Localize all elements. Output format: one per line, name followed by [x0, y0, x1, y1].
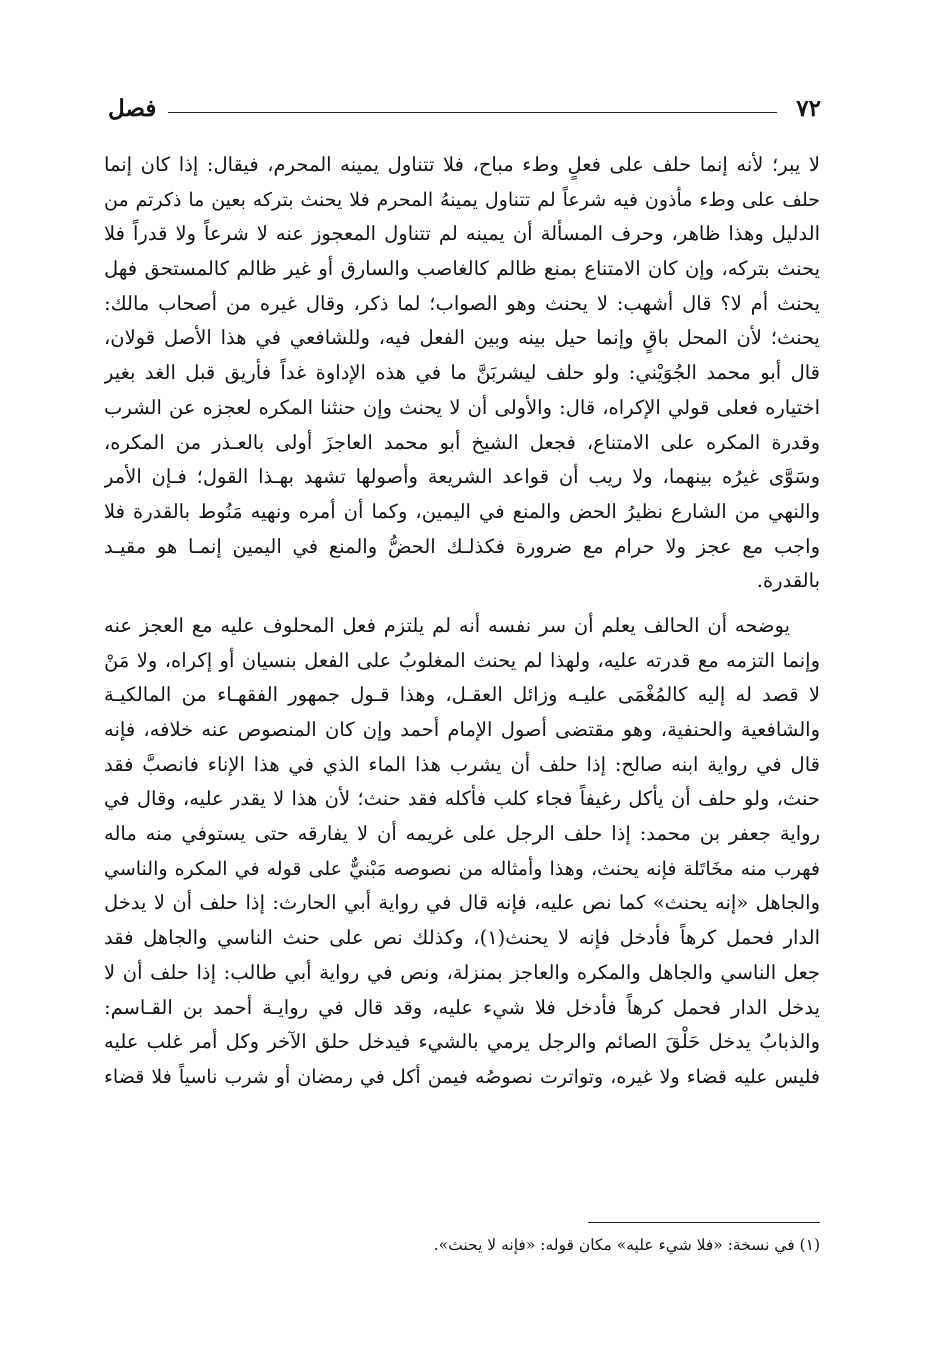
- text-line: قال أبو محمد الجُوَيْني: ولو حلف ليشربَنَّ ما في هذه الإداوة غداً فأريق قبل الغد بغير: [104, 361, 820, 385]
- text-line: واجب مع عجز ولا حرام مع ضرورة فكذلـك الحضُّ والمنع في اليمين إنمـا هو مقيـد: [104, 534, 820, 558]
- text-line: والذبابُ يدخل حَلْقَ الصائم والرجل يرمي بالشيء فيدخل حلق الآخر وكل أمر غلب عليه: [104, 1030, 820, 1054]
- paragraph: [104, 609, 820, 1095]
- running-head: فصل: [108, 95, 157, 122]
- text-line: لا قصد له إليه كالمُغْمَى عليـه وزائل العقـل، وهذا قـول جمهور الفقهـاء من المالكيـة: [104, 683, 820, 707]
- text-line: قال في رواية ابنه صالح: إذا حلف أن يشرب هذا الماء الذي في هذا الإناء فانصبَّ فقد: [104, 752, 820, 776]
- paragraph: [104, 148, 820, 599]
- text-line: والشافعية والحنفية، وهو مقتضى أصول الإمام أحمد وإن كان المنصوص عنه خلافه، فإنه: [104, 718, 820, 741]
- main-text: [104, 148, 820, 1095]
- text-line: حنث، ولو حلف أن يأكل رغيفاً فجاء كلب فأكله فقد حنث؛ لأن هذا لا يقدر عليه، وقال في: [104, 787, 820, 811]
- text-line: وسَوَّى غيرُه بينهما، ولا ريب أن قواعد الشريعة وأصولها تشهد بهـذا القول؛ فـإن الأمر: [104, 465, 820, 489]
- text-line: فليس عليه قضاء ولا غيره، وتواترت نصوصُه فيمن أكل في رمضان أو شرب ناسياً فلا قضاء: [104, 1065, 820, 1088]
- text-line: فهرب منه مخَاتَلة فإنه يحنث، وهذا وأمثاله من نصوصه مَبْنيٌّ على قوله في المكره والناسي: [104, 857, 820, 880]
- text-line: الدار فحمل كرهاً فأدخل فإنه لا يحنث(١)، وكذلك نص على حنث الناسي والجاهل فقد: [104, 926, 820, 950]
- text-line: يوضحه أن الحالف يعلم أن سر نفسه أنه لم يلتزم فعل المحلوف عليه مع العجز عنه: [104, 613, 790, 637]
- page-number: ٧٢: [796, 95, 821, 122]
- text-line: وإنما التزمه مع قدرته عليه، ولهذا لم يحنث المغلوبُ على الفعل بنسيان أو إكراه، ولا مَنْ: [104, 648, 820, 672]
- header-rule: [168, 112, 777, 113]
- text-line: والجاهل «إنه يحنث» كما نص عليه، فإنه قال في رواية أبي الحارث: إذا حلف أن لا يدخل: [104, 891, 820, 915]
- text-line: لا يبر؛ لأنه إنما حلف على فعلٍ وطء مباح، فلا تتناول يمينه المحرم، فيقال: إذا كان إنما: [104, 153, 820, 176]
- text-line: والنهي من الشارع نظيرُ الحض والمنع في اليمين، وكما أن أمره ونهيه مَنُوط بالقدرة فلا: [104, 499, 820, 523]
- text-line: الدليل وهذا ظاهر، وحرف المسألة أن يمينه لم تتناول المعجوز عنه لا شرعاً ولا قدراً فلا: [104, 222, 820, 246]
- text-line: اختياره فعلى قولي الإكراه، قال: والأولى أن لا يحنث وإن حنثنا المكره لعجزه عن الشرب: [104, 395, 820, 419]
- text-line: رواية جعفر بن محمد: إذا حلف الرجل على غريمه أن لا يفارقه حتى يستوفي منه ماله: [104, 822, 820, 846]
- text-line: يدخل الدار فحمل كرهاً فأدخل فلا شيء عليه، وقد قال في روايـة أحمد بن القـاسم:: [104, 995, 820, 1019]
- footnote: (١) في نسخة: «فلا شيء عليه» مكان قوله: «فإنه لا يحنث».: [433, 1236, 820, 1254]
- paragraph-gap: [104, 599, 820, 609]
- text-line: جعل الناسي والجاهل والمكره والعاجز بمنزلة، ونص في رواية أبي طالب: إذا حلف أن لا: [104, 960, 820, 984]
- text-line: يحنث؛ لأن المحل باقٍ وإنما حيل بينه وبين الفعل فيه، وللشافعي في هذا الأصل قولان،: [104, 326, 820, 350]
- text-line: حلف على وطء مأذون فيه شرعاً لم تتناول يمينهُ المحرم فلا يحنث بتركه بعين ما ذكرتم من: [104, 188, 820, 211]
- text-line: يحنث أم لا؟ قال أشهب: لا يحنث وهو الصواب؛ لما ذكر، وقال غيره من أصحاب مالك:: [104, 291, 820, 315]
- footnote-separator: [588, 1222, 820, 1223]
- text-line: يحنث بتركه، وإن كان الامتناع بمنع ظالم كالغاصب والسارق أو غير ظالم كالمستحق فهل: [104, 257, 820, 281]
- page-header: [108, 94, 821, 130]
- text-line: وقدرة المكره على الامتناع، فجعل الشيخ أبو محمد العاجزَ أولى بالعـذر من المكره،: [104, 430, 820, 454]
- text-line: بالقدرة.: [756, 569, 820, 593]
